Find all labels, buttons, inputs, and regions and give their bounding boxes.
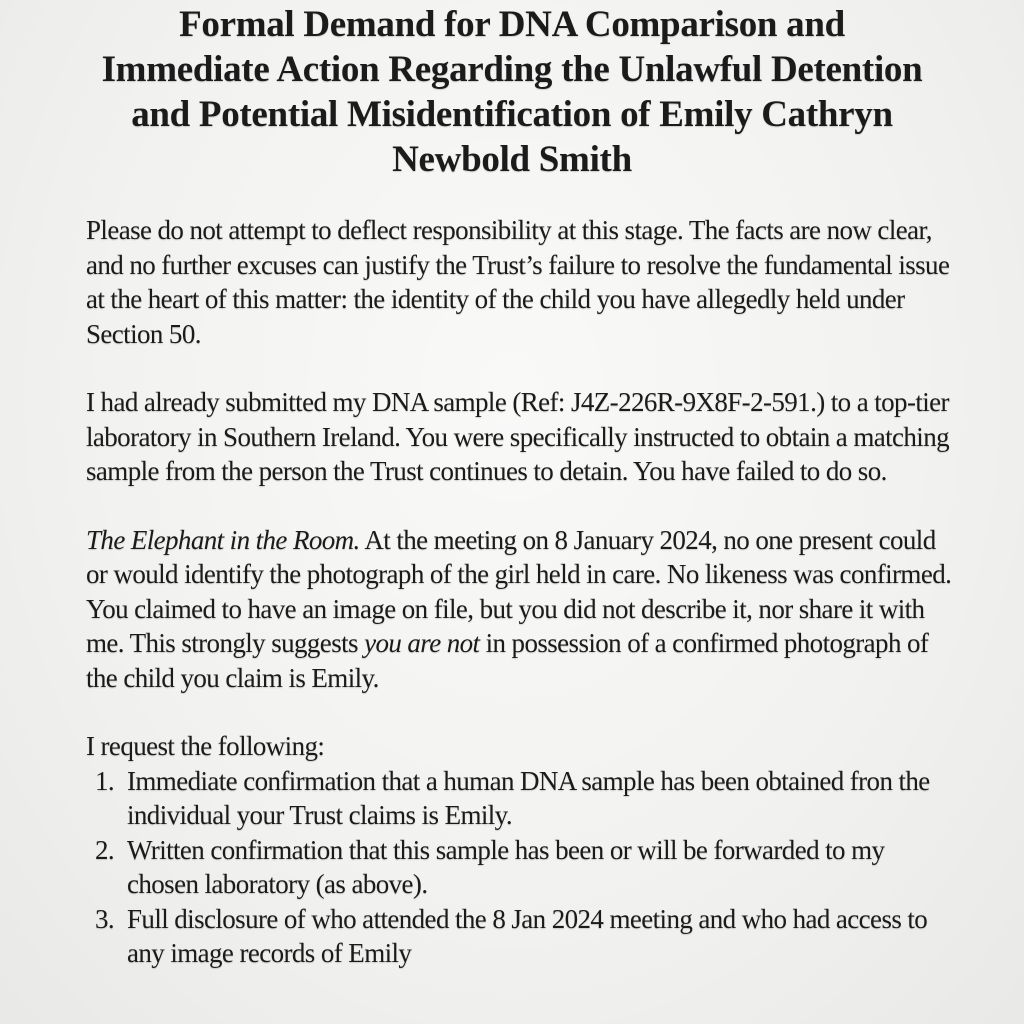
title-line-4: Newbold Smith	[392, 139, 632, 180]
list-item-2	[86, 833, 960, 902]
list-item-text: Immediate confirmation that a human DNA sample has been obtained fron the individual your Trust claims is Emily.	[127, 765, 930, 830]
paragraph-deflect-responsibility: Please do not attempt to deflect responsibility at this stage. The facts are now clear, and no further excuses can justify the Trust’s failure to resolve the fundamental issue at the heart of this matter: the identity of the child you have allegedly held under Section 50.	[86, 215, 950, 349]
italic-phrase-you-are-not: you are not	[364, 628, 480, 658]
paragraph-text-segment: At the meeting on 8 January 2024, no one present could or would identify the photograph of the girl held in care. No likeness was confirmed. You claimed to have an image on file, but you did not describe it, nor share it with me. This strongly suggests	[86, 524, 952, 658]
italic-phrase-elephant: The Elephant in the Room.	[86, 524, 360, 555]
list-item-text: Full disclosure of who attended the 8 Jan 2024 meeting and who had access to any image records of Emily	[127, 903, 928, 968]
list-item-text: Written confirmation that this sample has been or will be forwarded to my chosen laboratory (as above).	[127, 834, 885, 899]
list-item-number: 1.	[94, 765, 114, 796]
list-item-number: 3.	[94, 903, 114, 934]
list-item-number: 2.	[94, 834, 114, 865]
title-line-2: Immediate Action Regarding the Unlawful Detention	[101, 49, 923, 90]
list-item-3	[86, 902, 960, 971]
paragraph-elephant-in-room	[86, 523, 960, 696]
paragraph-text-segment: in possession of a confirmed photograph of the child you claim is Emily.	[86, 628, 929, 693]
document-title	[0, 0, 1024, 182]
list-item-1	[86, 764, 960, 833]
request-list	[86, 764, 960, 971]
request-intro: I request the following:	[86, 731, 325, 761]
title-line-1: Formal Demand for DNA Comparison and	[179, 4, 845, 45]
title-line-3: and Potential Misidentification of Emily Cathryn	[131, 94, 893, 135]
paragraph-dna-sample: I had already submitted my DNA sample (Ref: J4Z-226R-9X8F-2-591.) to a top-tier laboratory in Southern Ireland. You were specifically instructed to obtain a matching sample from the person the Trust continues to detain. You have failed to do so.	[86, 387, 950, 486]
